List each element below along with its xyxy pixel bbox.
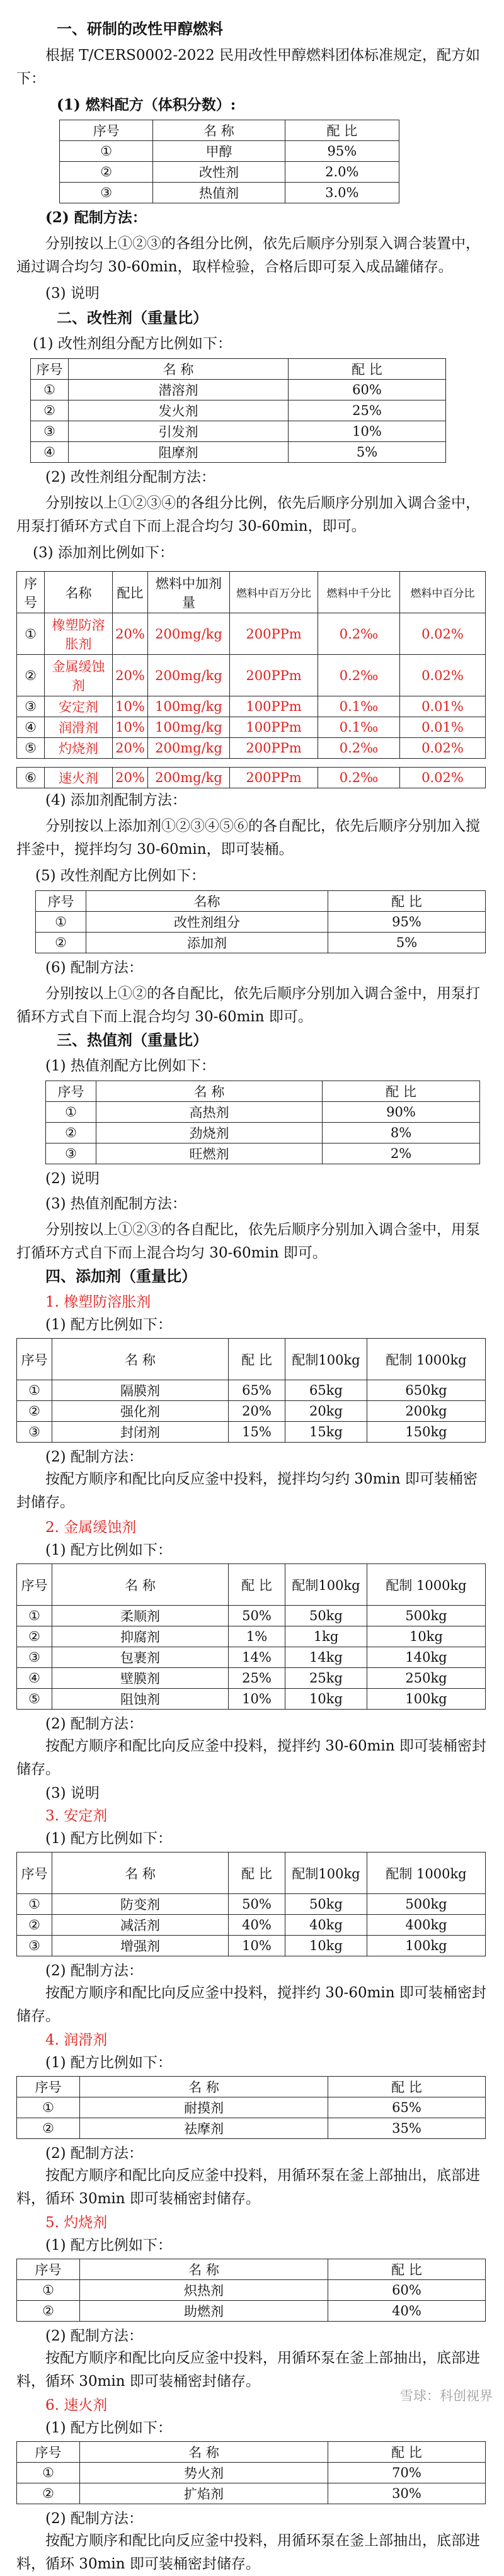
table-row: ⑥ 速火剂 20% 200mg/kg 200PPm 0.2‰ 0.02% [17,768,486,788]
a4-table: 序号 名 称 配 比 ① 耐摸剂 65% ② 祛摩剂 35% [16,2076,486,2139]
table-row: ① 高热剂 90% [46,1102,480,1123]
s3-table: 序号 名 称 配 比 ① 高热剂 90% ② 劲烧剂 8% ③ 旺燃剂 2% [45,1081,480,1164]
a1-sub2: (2) 配制方法： [45,1449,143,1465]
table-row: ③ 包裹剂 14% 14kg 140kg [17,1647,486,1668]
table-row: ① 防变剂 50% 50kg 500kg [17,1894,486,1915]
table-row: ② 祛摩剂 35% [17,2118,486,2139]
table-row: ② 添加剂 5% [36,933,486,953]
s2-additive-table: 序号 名称 配比 燃料中加剂量 燃料中百万分比 燃料中千分比 燃料中百分比 ① 橡塑防溶胀剂 20% 200mg/kg 200PPm 0.2‰ 0.02% ② 金属缓蚀剂 20% 200mg/kg 200PPm 0.2‰ 0.02% ③ 安定剂 10% 100mg/kg 100PPm 0.1‰ 0.01% ④ 润滑剂 10% 100mg/kg 100PPm 0.1‰ 0.01% ⑤ 灼烧剂 20% 200mg/kg 200PPm 0.2‰ 0.02% ⑥ 速火剂 20% 200mg/kg 200PPm 0.2‰ 0.02% [16,571,486,788]
a6-name: 6. 速火剂 [45,2397,108,2414]
table-row: ③ 增强剂 10% 10kg 100kg [17,1936,486,1956]
table-row: ① 柔顺剂 50% 50kg 500kg [17,1606,486,1626]
table-row: ① 隔膜剂 65% 65kg 650kg [17,1380,486,1401]
table-row: ② 发火剂 25% [31,400,446,421]
table-row: ① 橡塑防溶胀剂 20% 200mg/kg 200PPm 0.2‰ 0.02% [17,613,486,655]
table-row: ⑤ 阻蚀剂 10% 10kg 100kg [17,1689,486,1710]
s2-sub6: (6) 配制方法： [45,960,143,976]
table-row: ③ 旺燃剂 2% [46,1143,480,1164]
s1-method: 分别按以上①②③的各组分比例，依先后顺序分别泵入调合装置中，通过调合均匀 30-60min，取样检验，合格后即可泵入成品罐储存。 [16,235,480,275]
a1-name: 1. 橡塑防溶胀剂 [45,1294,151,1310]
table-row: ② 助燃剂 40% [17,2301,486,2322]
th: 名 称 [153,120,285,141]
table-row: ② 金属缓蚀剂 20% 200mg/kg 200PPm 0.2‰ 0.02% [17,655,486,696]
table-row: ③ 热值剂 3.0% [60,183,399,203]
a2-sub2: (2) 配制方法： [45,1716,143,1732]
table-row: ① 耐摸剂 65% [17,2097,486,2118]
table-row: ③ 引发剂 10% [31,421,446,442]
s2-method4: 分别按以上添加剂①②③④⑤⑥的各自配比，依先后顺序分别加入搅拌釜中，搅拌均匀 30-60min，即可装桶。 [16,818,480,858]
table-row: ① 改性剂组分 95% [36,912,486,933]
a3-name: 3. 安定剂 [45,1808,108,1824]
table-row: ⑤ 灼烧剂 20% 200mg/kg 200PPm 0.2‰ 0.02% [17,738,486,759]
table-row: ② 抑腐剂 1% 1kg 10kg [17,1626,486,1647]
section-1-title: 一、研制的改性甲醇燃料 [57,20,223,38]
s1-sub3: (3) 说明 [45,285,100,302]
table-row: ④ 壁膜剂 25% 25kg 250kg [17,1668,486,1689]
a1-sub1: (1) 配方比例如下： [45,1317,172,1333]
a2-name: 2. 金属缓蚀剂 [45,1519,137,1536]
a5-sub1: (1) 配方比例如下： [45,2237,172,2254]
table-row: ② 改性剂 2.0% [60,162,399,183]
a6-method: 按配方顺序和配比向反应釜中投料，用循环泵在釜上部抽出，底部进料，循环 30min 即可装桶密封储存。 [16,2533,480,2572]
table-row: ② 扩焰剂 30% [17,2483,486,2504]
a2-sub1: (1) 配方比例如下： [45,1542,172,1558]
table-row: ② 劲烧剂 8% [46,1123,480,1143]
s1-sub1: (1) 燃料配方（体积分数）: [57,96,236,113]
a6-sub2: (2) 配制方法： [45,2511,143,2527]
s2-sub2: (2) 改性剂组分配制方法： [45,469,215,485]
section-1-intro: 根据 T/CERS0002-2022 民用改性甲醇燃料团体标准规定，配方如下： [16,47,481,87]
s1-sub2: (2) 配制方法： [45,209,147,226]
s2-table-5: 序号 名称 配 比 ① 改性剂组分 95% ② 添加剂 5% [35,890,486,953]
a2-sub3: (3) 说明 [45,1785,100,1801]
watermark: 雪球：科创视界 [400,2388,493,2403]
a1-method: 按配方顺序和配比向反应釜中投料，搅拌均匀约 30min 即可装桶密封储存。 [16,1471,478,1511]
section-2-title: 二、改性剂（重量比） [57,309,208,327]
s3-sub2: (2) 说明 [45,1171,100,1187]
a6-table: 序号 名 称 配 比 ① 势火剂 70% ② 扩焰剂 30% [16,2441,486,2504]
a5-sub2: (2) 配制方法： [45,2328,143,2344]
s2-sub3: (3) 添加剂比例如下： [33,545,174,561]
table-row: ④ 阻摩剂 5% [31,442,446,463]
table-row: ② 强化剂 20% 20kg 200kg [17,1401,486,1422]
a3-sub1: (1) 配方比例如下： [45,1830,172,1847]
s2-method6: 分别按以上①②的各自配比，依先后顺序分别加入调合釜中，用泵打循环方式自下而上混合均匀 30-60min 即可。 [16,985,480,1025]
table-row: ① 势火剂 70% [17,2463,486,2483]
a2-method: 按配方顺序和配比向反应釜中投料，搅拌约 30-60min 即可装桶密封储存。 [16,1738,486,1778]
s2-sub4: (4) 添加剂配制方法： [45,792,186,809]
a2-table: 序号 名 称 配 比 配制100kg 配制 1000kg ① 柔顺剂 50% 50kg 500kg ② 抑腐剂 1% 1kg 10kg ③ 包裹剂 14% 14kg 140kg ④ 壁膜剂 25% 25kg 250kg ⑤ 阻蚀剂 10% 10kg 100kg [16,1563,486,1710]
table-row: ③ 安定剂 10% 100mg/kg 100PPm 0.1‰ 0.01% [17,696,486,717]
th: 配 比 [285,120,399,141]
s3-method: 分别按以上①②③的各自配比，依先后顺序分别加入调合釜中，用泵打循环方式自下而上混合均匀 30-60min 即可。 [16,1222,480,1261]
table-row: ③ 封闭剂 15% 15kg 150kg [17,1422,486,1443]
a5-table: 序号 名 称 配 比 ① 炽热剂 60% ② 助燃剂 40% [16,2259,486,2322]
a6-sub1: (1) 配方比例如下： [45,2420,172,2436]
a4-sub1: (1) 配方比例如下： [45,2055,172,2071]
a3-table: 序号 名 称 配 比 配制100kg 配制 1000kg ① 防变剂 50% 50kg 500kg ② 减活剂 40% 40kg 400kg ③ 增强剂 10% 10kg 100kg [16,1852,486,1956]
a1-table: 序号 名 称 配 比 配制100kg 配制 1000kg ① 隔膜剂 65% 65kg 650kg ② 强化剂 20% 20kg 200kg ③ 封闭剂 15% 15kg 150kg [16,1338,486,1443]
s1-table [59,120,399,203]
a3-sub2: (2) 配制方法： [45,1963,143,1979]
table-row: ① 潜溶剂 60% [31,380,446,400]
s2-sub5: (5) 改性剂配方比例如下： [35,868,205,884]
s3-sub3: (3) 热值剂配制方法： [45,1196,186,1212]
table-row: ① 甲醇 95% [60,141,399,162]
table-row: ② 减活剂 40% 40kg 400kg [17,1915,486,1936]
s2-table-1: 序号 名 称 配 比 ① 潜溶剂 60% ② 发火剂 25% ③ 引发剂 10% ④ 阻摩剂 5% [30,358,446,463]
a4-name: 4. 润滑剂 [45,2032,108,2048]
s2-method: 分别按以上①②③④的各组分比例，依先后顺序分别加入调合釜中，用泵打循环方式自下而上混合均匀 30-60min，即可。 [16,495,480,535]
a3-method: 按配方顺序和配比向反应釜中投料，搅拌约 30-60min 即可装桶密封储存。 [16,1985,486,2024]
a4-sub2: (2) 配制方法： [45,2145,143,2162]
table-row: ④ 润滑剂 10% 100mg/kg 100PPm 0.1‰ 0.01% [17,717,486,738]
s2-sub1: (1) 改性剂组分配方比例如下： [33,336,232,352]
section-3-title: 三、热值剂（重量比） [57,1031,208,1049]
table-row: ① 炽热剂 60% [17,2280,486,2301]
a5-name: 5. 灼烧剂 [45,2215,108,2231]
a5-method: 按配方顺序和配比向反应釜中投料，用循环泵在釜上部抽出，底部进料，循环 30min 即可装桶密封储存。 [16,2350,480,2390]
section-4-title: 四、添加剂（重量比） [45,1267,197,1285]
th: 序号 [60,120,153,141]
s3-sub1: (1) 热值剂配方比例如下： [45,1058,215,1074]
a4-method: 按配方顺序和配比向反应釜中投料，用循环泵在釜上部抽出，底部进料，循环 30min 即可装桶密封储存。 [16,2167,480,2207]
